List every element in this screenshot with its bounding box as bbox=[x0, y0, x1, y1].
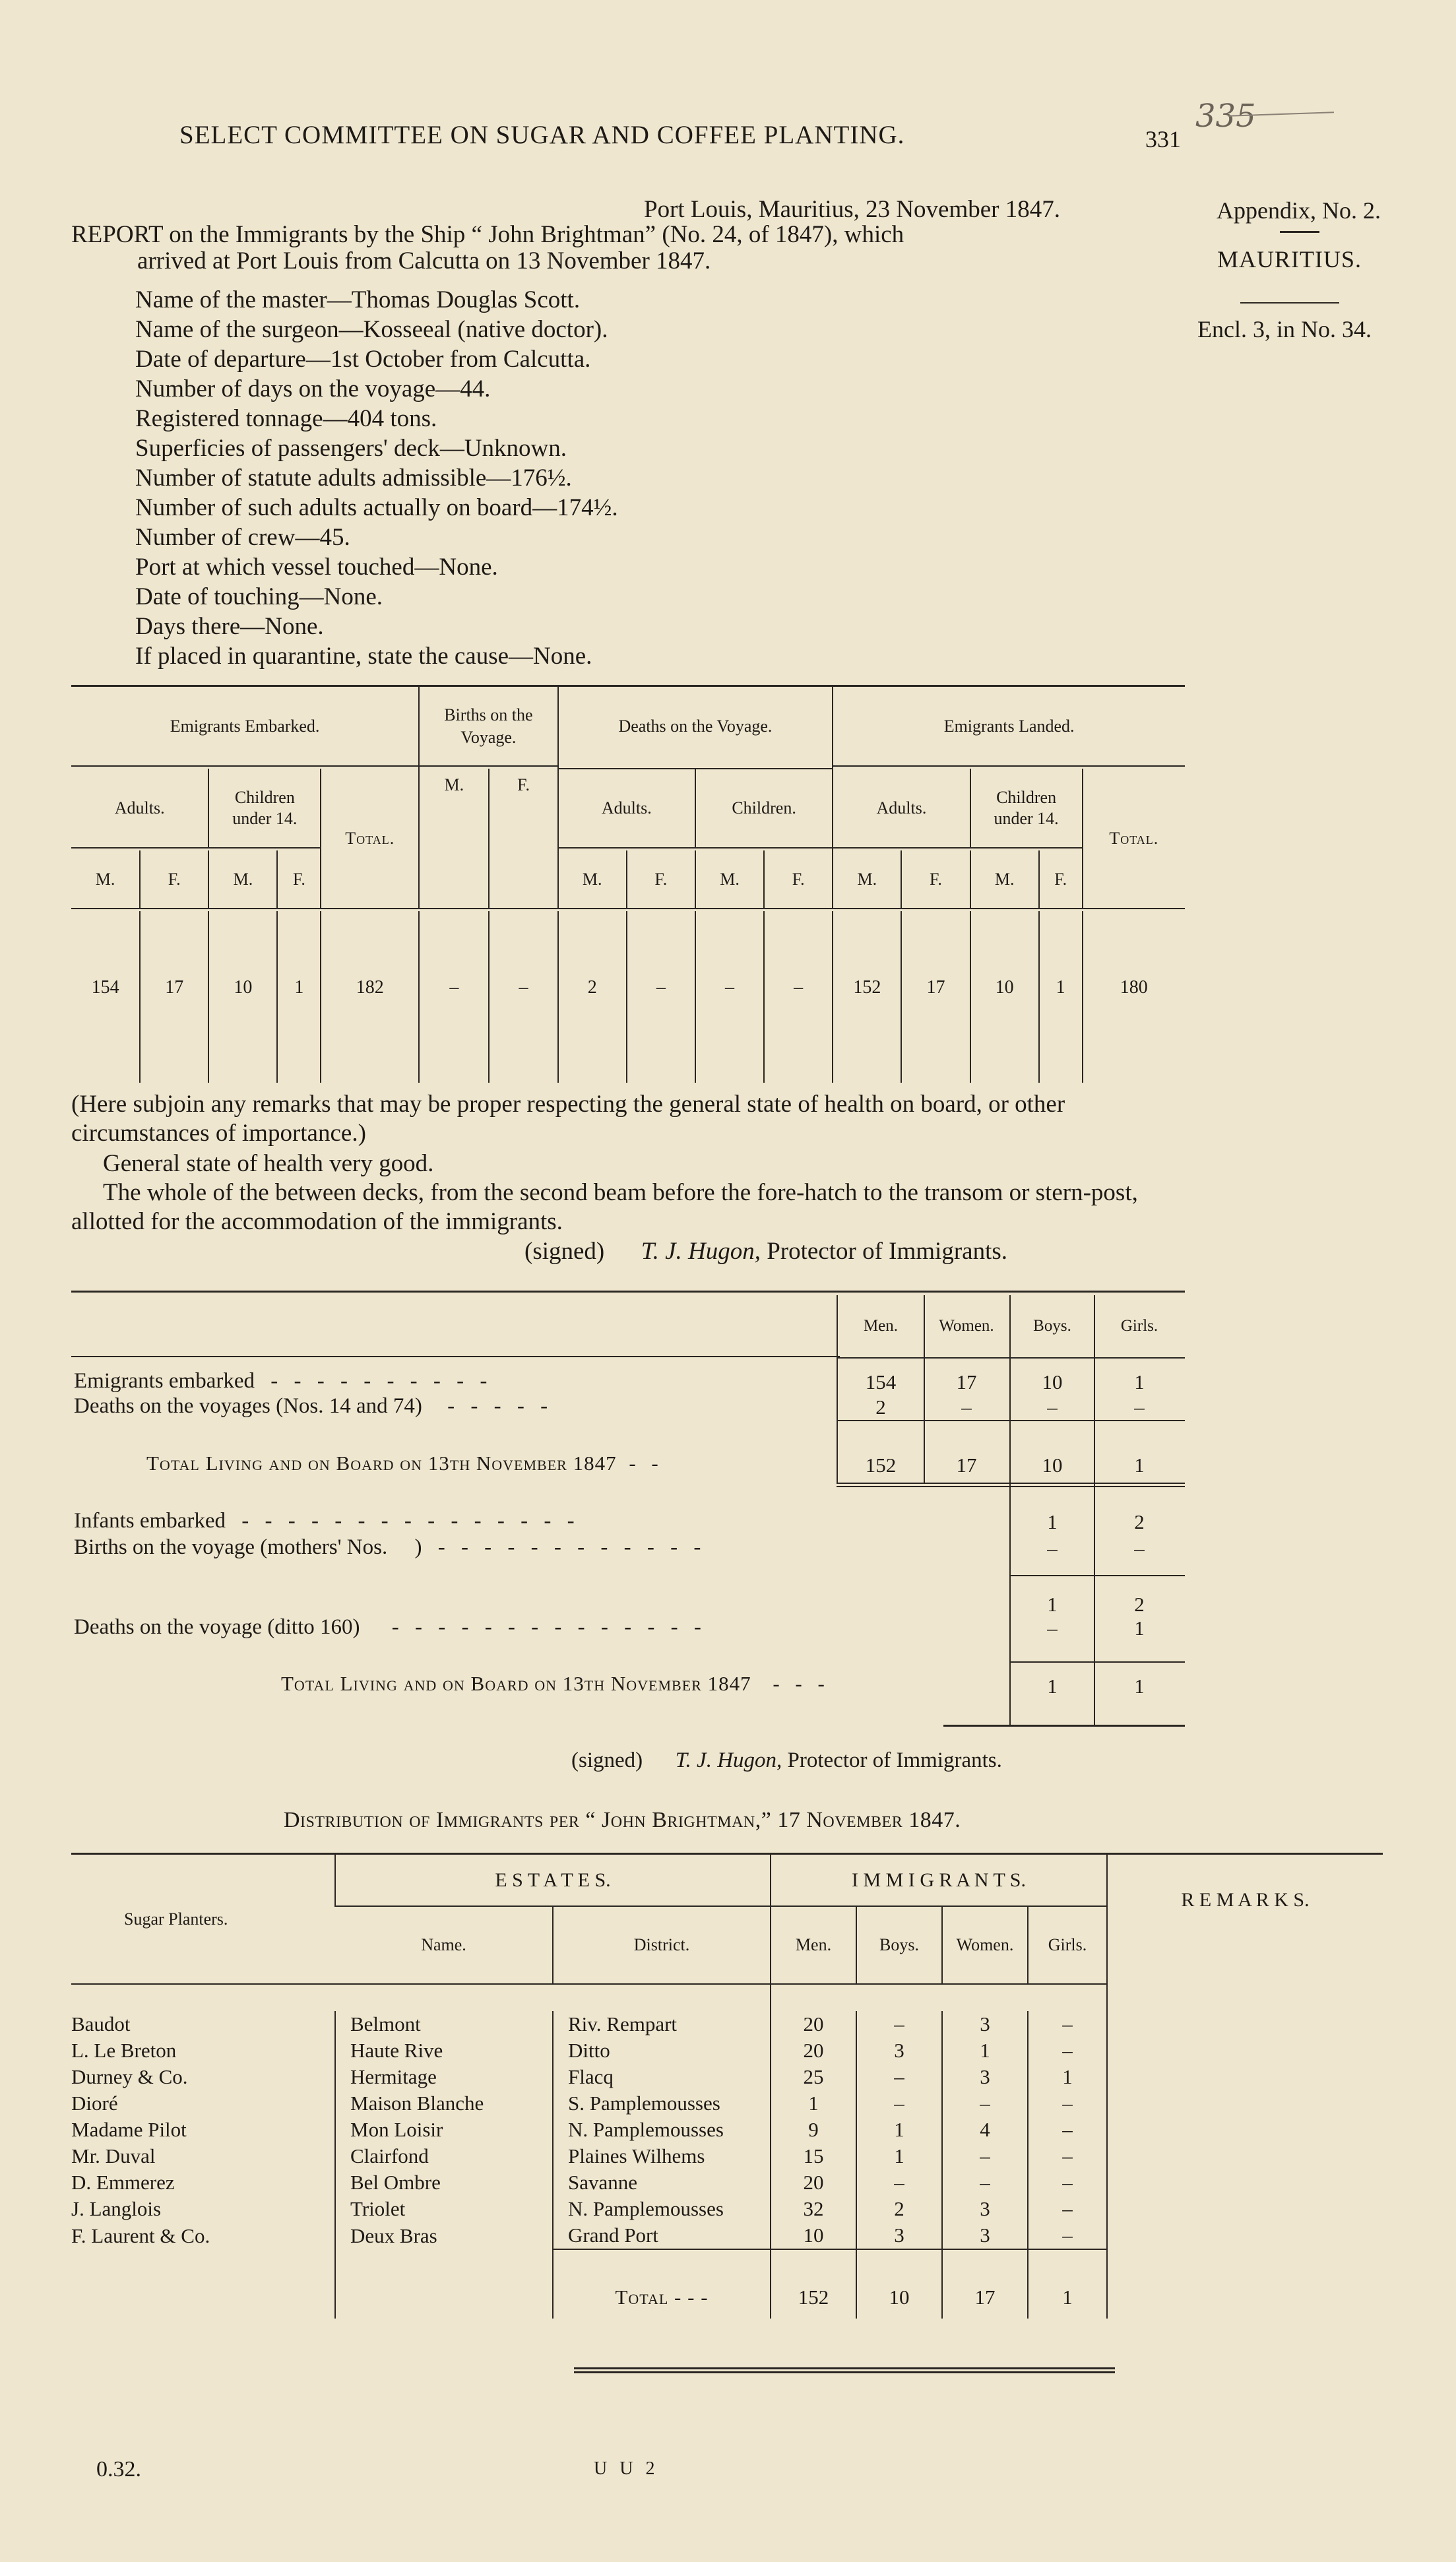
distribution-table bbox=[71, 1855, 1383, 2319]
summary-row-infants bbox=[74, 1509, 580, 1533]
remarks-signature bbox=[524, 1237, 1007, 1265]
table-cell: 3 bbox=[856, 2037, 942, 2064]
colony-label: MAURITIUS. bbox=[1217, 246, 1362, 272]
table-cell: Belmont bbox=[335, 2011, 553, 2037]
remarks-subjoin: (Here subjoin any remarks that may be proper respecting the general state of health on board, or other circumstances of importance.) bbox=[71, 1091, 1065, 1147]
header-men: Men. bbox=[771, 1906, 856, 1984]
summary-bottom-rule bbox=[943, 1725, 1185, 1727]
death-adults-m: M. bbox=[558, 850, 627, 909]
table-cell: Ditto bbox=[553, 2037, 771, 2064]
table-cell: – bbox=[961, 1395, 972, 1419]
table-cell: 17 bbox=[901, 911, 970, 1083]
embarked-total: Total. bbox=[321, 769, 419, 909]
table-cell: Haute Rive bbox=[335, 2037, 553, 2064]
handwritten-folio: 335 bbox=[1195, 98, 1256, 135]
summary-row-infant-total bbox=[281, 1672, 830, 1696]
detail-days: Number of days on the voyage—44. bbox=[135, 375, 491, 402]
group-embarked: Emigrants Embarked. bbox=[170, 716, 320, 736]
table-cell: – bbox=[856, 2011, 942, 2037]
summary-subtotal-rule bbox=[837, 1420, 1185, 1421]
table-cell: 1 bbox=[771, 2090, 856, 2117]
table-cell: – bbox=[419, 911, 489, 1083]
births-f: F. bbox=[489, 769, 557, 909]
table-cell: – bbox=[1028, 2090, 1107, 2117]
landed-adults: Adults. bbox=[833, 769, 970, 848]
table-cell: 17 bbox=[956, 1370, 977, 1393]
table-cell: 2 bbox=[856, 2196, 942, 2222]
summary-left-rule bbox=[837, 1295, 838, 1483]
row-dots: - - - - - - - - - - - - - - bbox=[391, 1615, 707, 1639]
detail-days-there: Days there—None. bbox=[135, 613, 324, 640]
report-dateline: Port Louis, Mauritius, 23 November 1847. bbox=[644, 196, 1061, 223]
detail-touching: Date of touching—None. bbox=[135, 583, 383, 610]
landed-children: Children under 14. bbox=[970, 769, 1083, 848]
table-cell: Riv. Rempart bbox=[553, 2011, 771, 2037]
land-adults-m: M. bbox=[833, 850, 901, 909]
header-remarks: R E M A R K S. bbox=[1107, 1855, 1383, 1984]
voyage-table bbox=[71, 687, 1185, 1083]
table-row bbox=[71, 2222, 1383, 2249]
row-label: Total Living and on Board on 13th November 1847 bbox=[281, 1672, 751, 1695]
table-cell: Flacq bbox=[553, 2064, 771, 2090]
signed-label: (signed) bbox=[571, 1748, 643, 1772]
summary-row-total bbox=[146, 1452, 664, 1475]
table-cell: – bbox=[856, 2064, 942, 2090]
total-label: Total - - - bbox=[553, 2276, 771, 2319]
table-cell: 1 bbox=[856, 2143, 942, 2169]
row-label: Births on the voyage (mothers' Nos. ) bbox=[74, 1535, 422, 1559]
table-cell: 10 bbox=[208, 911, 277, 1083]
summary-row-infant-deaths bbox=[74, 1615, 707, 1640]
emb-adults-m: M. bbox=[95, 869, 115, 889]
table-cell: Bel Ombre bbox=[335, 2169, 553, 2196]
table-cell: 2 bbox=[558, 911, 627, 1083]
colony-rule bbox=[1240, 302, 1339, 304]
table-cell: – bbox=[695, 911, 764, 1083]
signed-label: (signed) bbox=[524, 1238, 605, 1265]
row-dots: - - bbox=[629, 1452, 664, 1475]
header-women: Women. bbox=[939, 1317, 994, 1335]
table-cell: 3 bbox=[856, 2222, 942, 2249]
table-cell: 152 bbox=[865, 1454, 897, 1477]
table-cell: 180 bbox=[1083, 911, 1185, 1083]
table-cell: Hermitage bbox=[335, 2064, 553, 2090]
table-cell: 17 bbox=[140, 911, 208, 1083]
report-title-line2: arrived at Port Louis from Calcutta on 13 November 1847. bbox=[137, 247, 711, 274]
table-cell: – bbox=[942, 2143, 1028, 2169]
table-cell: 1 bbox=[1047, 1593, 1058, 1616]
table-cell: – bbox=[856, 2169, 942, 2196]
table-row bbox=[71, 2064, 1383, 2090]
table-cell: 2 bbox=[1134, 1593, 1145, 1616]
detail-master: Name of the master—Thomas Douglas Scott. bbox=[135, 286, 581, 313]
infants-total-rule bbox=[1009, 1661, 1185, 1663]
group-deaths: Deaths on the Voyage. bbox=[558, 687, 833, 766]
table-cell: 2 bbox=[1134, 1510, 1145, 1533]
table-cell: 1 bbox=[1039, 911, 1083, 1083]
table-cell: 1 bbox=[1047, 1675, 1058, 1698]
table-cell: Plaines Wilhems bbox=[553, 2143, 771, 2169]
table-cell: 1 bbox=[856, 2117, 942, 2143]
table-cell: – bbox=[1134, 1537, 1145, 1560]
land-children-f: F. bbox=[1039, 850, 1083, 909]
table-cell: 1 bbox=[1134, 1617, 1145, 1640]
infants-rule bbox=[1009, 1575, 1185, 1576]
table-cell: Deux Bras bbox=[335, 2222, 553, 2249]
table-cell: Grand Port bbox=[553, 2222, 771, 2249]
table-cell: D. Emmerez bbox=[71, 2171, 175, 2194]
table-cell: 20 bbox=[771, 2169, 856, 2196]
table-cell: 3 bbox=[942, 2196, 1028, 2222]
detail-departure: Date of departure—1st October from Calcutta. bbox=[135, 346, 591, 373]
table-cell: 152 bbox=[833, 911, 901, 1083]
summary-header-rule bbox=[71, 1356, 840, 1357]
voyage-details bbox=[135, 285, 618, 671]
appendix-note: Appendix, No. 2. bbox=[1217, 197, 1381, 224]
summary-top-rule bbox=[71, 1291, 1185, 1293]
table-cell: 1 bbox=[1047, 1510, 1058, 1533]
signatory-name: T. J. Hugon, bbox=[641, 1238, 761, 1265]
table-cell: F. Laurent & Co. bbox=[71, 2224, 210, 2247]
table-cell: 10 bbox=[970, 911, 1039, 1083]
table-cell: 154 bbox=[865, 1370, 897, 1393]
header-men: Men. bbox=[863, 1317, 899, 1335]
signatory-title: Protector of Immigrants. bbox=[787, 1748, 1002, 1772]
table-cell: – bbox=[1028, 2117, 1107, 2143]
row-label: Deaths on the voyages (Nos. 14 and 74) bbox=[74, 1394, 422, 1418]
death-adults-f: F. bbox=[627, 850, 695, 909]
table-row bbox=[71, 2143, 1383, 2169]
table-cell: 17 bbox=[942, 2276, 1028, 2319]
table-cell: 10 bbox=[856, 2276, 942, 2319]
appendix-dash bbox=[1280, 231, 1319, 233]
table-cell: 25 bbox=[771, 2064, 856, 2090]
table-cell: 1 bbox=[1028, 2064, 1107, 2090]
table-cell: 10 bbox=[1042, 1454, 1063, 1477]
footer-ref: 0.32. bbox=[96, 2457, 141, 2482]
table-cell: Maison Blanche bbox=[335, 2090, 553, 2117]
table-cell: 1 bbox=[942, 2037, 1028, 2064]
summary-row-embarked bbox=[74, 1369, 492, 1393]
table-cell: – bbox=[1028, 2011, 1107, 2037]
table-cell: 32 bbox=[771, 2196, 856, 2222]
table-cell: 1 bbox=[277, 911, 321, 1083]
row-label: Emigrants embarked bbox=[74, 1369, 255, 1393]
table-cell: 154 bbox=[91, 977, 119, 998]
table-row bbox=[71, 2090, 1383, 2117]
emb-adults-f: F. bbox=[140, 850, 208, 909]
header-planters: Sugar Planters. bbox=[124, 1909, 228, 1929]
enclosure-note: Encl. 3, in No. 34. bbox=[1197, 316, 1372, 342]
summary-total-rule bbox=[837, 1483, 1185, 1484]
table-cell: 20 bbox=[771, 2037, 856, 2064]
table-cell: Triolet bbox=[335, 2196, 553, 2222]
signatory-name: T. J. Hugon, bbox=[675, 1748, 782, 1772]
header-women: Women. bbox=[942, 1906, 1028, 1984]
table-cell: – bbox=[1028, 2169, 1107, 2196]
table-cell: 10 bbox=[1042, 1370, 1063, 1393]
table-cell: 1 bbox=[1028, 2276, 1107, 2319]
table-cell: Clairfond bbox=[335, 2143, 553, 2169]
signature-mark: U U 2 bbox=[594, 2458, 659, 2479]
table-cell: 3 bbox=[942, 2011, 1028, 2037]
summary-row-deaths bbox=[74, 1394, 553, 1419]
emb-children-m: M. bbox=[208, 850, 277, 909]
row-label: Infants embarked bbox=[74, 1509, 226, 1533]
land-children-m: M. bbox=[970, 850, 1039, 909]
distribution-bottom-rule-b bbox=[574, 2371, 1115, 2373]
header-district: District. bbox=[553, 1906, 771, 1984]
header-girls: Girls. bbox=[1120, 1317, 1158, 1335]
death-children-m: M. bbox=[695, 850, 764, 909]
table-cell: Mon Loisir bbox=[335, 2117, 553, 2143]
header-girls: Girls. bbox=[1028, 1906, 1107, 1984]
table-cell: – bbox=[1134, 1395, 1145, 1419]
row-dots: - - - - - - - - - - bbox=[270, 1369, 493, 1393]
table-cell: – bbox=[764, 911, 833, 1083]
detail-superficies: Superficies of passengers' deck—Unknown. bbox=[135, 435, 567, 462]
group-births: Births on the Voyage. bbox=[419, 687, 557, 766]
table-row bbox=[71, 2011, 1383, 2037]
table-row bbox=[71, 2196, 1383, 2222]
emb-children-f: F. bbox=[277, 850, 321, 909]
row-dots: - - - - - - - - - - - - - - - bbox=[241, 1509, 580, 1533]
table-cell: 4 bbox=[942, 2117, 1028, 2143]
detail-crew: Number of crew—45. bbox=[135, 524, 350, 551]
table-cell: – bbox=[1047, 1537, 1058, 1560]
distribution-title: Distribution of Immigrants per “ John Brightman,” 17 November 1847. bbox=[284, 1808, 961, 1832]
table-row bbox=[71, 2117, 1383, 2143]
table-cell: – bbox=[1028, 2143, 1107, 2169]
distribution-total-row bbox=[71, 2276, 1383, 2319]
table-cell: J. Langlois bbox=[71, 2197, 162, 2220]
table-cell: 10 bbox=[771, 2222, 856, 2249]
table-cell: Madame Pilot bbox=[71, 2118, 187, 2141]
embarked-children: Children under 14. bbox=[208, 769, 321, 848]
header-boys: Boys. bbox=[856, 1906, 942, 1984]
row-dots: - - - - - bbox=[447, 1394, 554, 1418]
detail-admissible: Number of statute adults admissible—176½. bbox=[135, 464, 572, 492]
detail-on-board: Number of such adults actually on board—174½. bbox=[135, 494, 618, 521]
table-cell: 1 bbox=[1134, 1370, 1145, 1393]
table-cell: S. Pamplemousses bbox=[553, 2090, 771, 2117]
table-cell: 3 bbox=[942, 2222, 1028, 2249]
death-children-f: F. bbox=[764, 850, 833, 909]
page-title: SELECT COMMITTEE ON SUGAR AND COFFEE PLANTING. bbox=[179, 121, 905, 149]
group-landed: Emigrants Landed. bbox=[833, 687, 1185, 766]
table-cell: – bbox=[627, 911, 695, 1083]
summary-head-bottom bbox=[837, 1357, 1185, 1359]
row-dots: - - - - - - - - - - - - bbox=[437, 1535, 707, 1559]
summary-total-rule-b bbox=[837, 1486, 1185, 1487]
table-cell: Baudot bbox=[71, 2012, 131, 2035]
landed-total: Total. bbox=[1083, 769, 1185, 909]
summary-signature bbox=[571, 1748, 1002, 1773]
table-cell: – bbox=[1028, 2037, 1107, 2064]
table-cell: 15 bbox=[771, 2143, 856, 2169]
summary-row-births bbox=[74, 1535, 706, 1560]
table-row bbox=[71, 2037, 1383, 2064]
table-cell: 1 bbox=[1134, 1454, 1145, 1477]
table-cell: – bbox=[856, 2090, 942, 2117]
table-cell: 17 bbox=[956, 1454, 977, 1477]
table-cell: Durney & Co. bbox=[71, 2065, 188, 2088]
header-estates: E S T A T E S. bbox=[335, 1855, 771, 1906]
header-estate-name: Name. bbox=[335, 1906, 553, 1984]
table-cell: – bbox=[942, 2169, 1028, 2196]
row-dots: - - - bbox=[773, 1672, 830, 1695]
total-label-text: Total bbox=[615, 2286, 669, 2309]
table-cell: – bbox=[1028, 2196, 1107, 2222]
table-cell: 182 bbox=[321, 911, 419, 1083]
table-cell: – bbox=[942, 2090, 1028, 2117]
row-label: Deaths on the voyage (ditto 160) bbox=[74, 1615, 360, 1639]
land-adults-f: F. bbox=[901, 850, 970, 909]
detail-tonnage: Registered tonnage—404 tons. bbox=[135, 405, 437, 432]
table-cell: – bbox=[1047, 1395, 1058, 1419]
table-cell: Savanne bbox=[553, 2169, 771, 2196]
table-cell: 152 bbox=[771, 2276, 856, 2319]
report-title-line1: REPORT on the Immigrants by the Ship “ John Brightman” (No. 24, of 1847), which bbox=[71, 221, 904, 248]
embarked-adults: Adults. bbox=[114, 798, 165, 817]
table-cell: – bbox=[489, 911, 557, 1083]
header-immigrants: I M M I G R A N T S. bbox=[771, 1855, 1107, 1906]
table-cell: 2 bbox=[875, 1395, 886, 1419]
detail-port: Port at which vessel touched—None. bbox=[135, 554, 498, 581]
table-cell: Dioré bbox=[71, 2092, 118, 2115]
table-cell: Mr. Duval bbox=[71, 2144, 156, 2167]
summary-col-rule-1 bbox=[924, 1295, 925, 1483]
detail-quarantine: If placed in quarantine, state the cause—None. bbox=[135, 643, 592, 670]
table-cell: 9 bbox=[771, 2117, 856, 2143]
remarks-health: General state of health very good. bbox=[103, 1150, 434, 1177]
table-cell: N. Pamplemousses bbox=[553, 2196, 771, 2222]
detail-surgeon: Name of the surgeon—Kosseeal (native doctor). bbox=[135, 316, 608, 343]
distribution-bottom-rule bbox=[574, 2367, 1115, 2369]
deaths-adults: Adults. bbox=[558, 769, 695, 848]
table-cell: 20 bbox=[771, 2011, 856, 2037]
table-cell: – bbox=[1047, 1617, 1058, 1640]
table-cell: 1 bbox=[1134, 1675, 1145, 1698]
table-cell: – bbox=[1028, 2222, 1107, 2249]
page-number: 331 bbox=[1145, 126, 1181, 152]
remarks-decks: The whole of the between decks, from the second beam before the fore-hatch to the transom or stern-post, allotted for the accommodation of the immigrants. bbox=[71, 1179, 1138, 1235]
table-cell: 3 bbox=[942, 2064, 1028, 2090]
births-m: M. bbox=[419, 769, 489, 909]
signatory-title: Protector of Immigrants. bbox=[767, 1238, 1008, 1265]
table-row bbox=[71, 2169, 1383, 2196]
header-boys: Boys. bbox=[1033, 1317, 1071, 1335]
deaths-children: Children. bbox=[695, 769, 833, 848]
table-cell: L. Le Breton bbox=[71, 2039, 177, 2062]
row-label: Total Living and on Board on 13th November 1847 bbox=[146, 1452, 617, 1475]
table-cell: N. Pamplemousses bbox=[553, 2117, 771, 2143]
